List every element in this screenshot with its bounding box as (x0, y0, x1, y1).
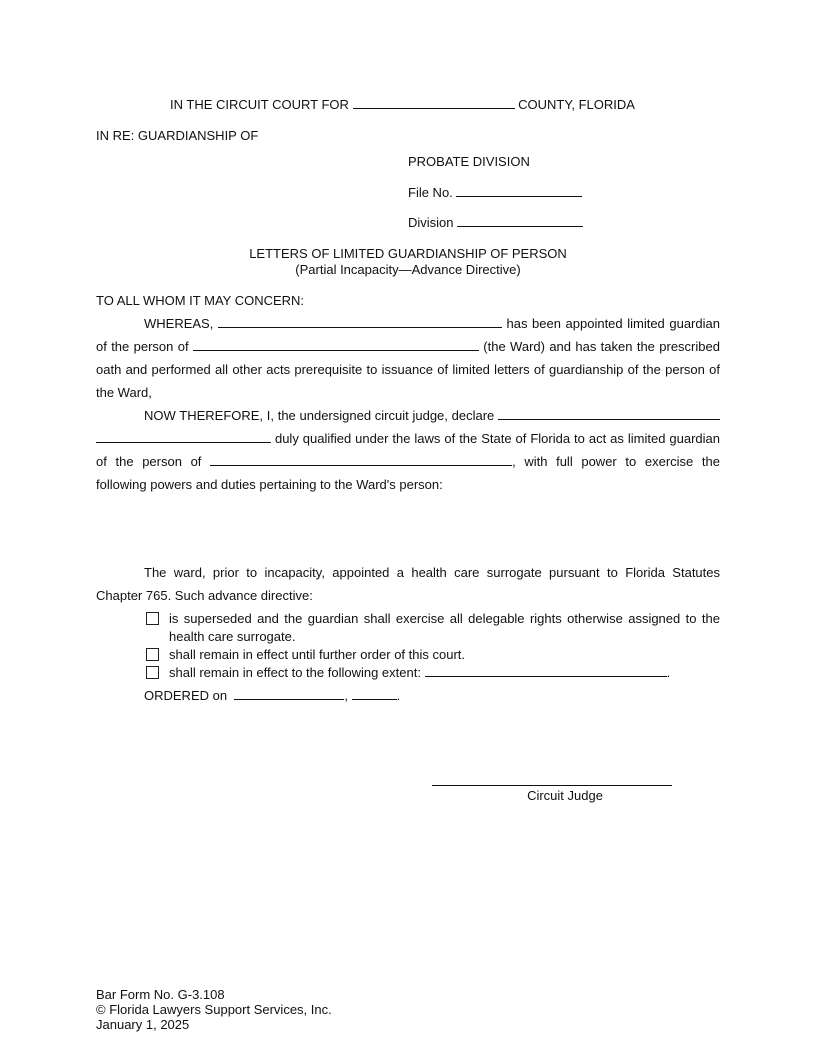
option-remain-checkbox[interactable] (146, 648, 159, 661)
option-superseded-checkbox[interactable] (146, 612, 159, 625)
option-extent-row (169, 665, 670, 681)
directive-paragraph (96, 561, 720, 607)
option-extent-checkbox[interactable] (146, 666, 159, 679)
whereas-text-2: has been appointed limited guardian (506, 316, 720, 331)
order-comma: , (344, 688, 348, 703)
whereas-text-5: oath and performed all other acts prerequisite to issuance of limited letters of guardianship of the person of (96, 362, 720, 377)
ordered-on-row (144, 688, 400, 704)
order-year-blank[interactable] (352, 688, 397, 700)
option-extent-label: shall remain in effect to the following extent: (169, 665, 421, 680)
probate-division: PROBATE DIVISION (408, 154, 530, 169)
court-suffix: COUNTY, FLORIDA (518, 97, 635, 112)
whereas-text-4: (the Ward) and has taken the prescribed (483, 339, 720, 354)
file-no-blank[interactable] (456, 185, 582, 197)
option-superseded-line1: is superseded and the guardian shall exercise all delegable rights otherwise assigned to the (169, 611, 720, 626)
circuit-judge-label: Circuit Judge (527, 788, 603, 803)
ward-name-blank[interactable] (193, 339, 479, 351)
form-date: January 1, 2025 (96, 1017, 190, 1032)
now-text-5: powers and duties pertaining to the Ward's person: (150, 477, 443, 492)
document-title: LETTERS OF LIMITED GUARDIANSHIP OF PERSON (249, 246, 567, 261)
division-row (408, 215, 583, 231)
guardian-name-blank[interactable] (218, 316, 502, 328)
order-date-blank[interactable] (234, 688, 344, 700)
court-heading (170, 97, 635, 113)
bar-form-number: Bar Form No. G-3.108 (96, 987, 225, 1002)
now-therefore-paragraph (96, 404, 720, 496)
in-re-label: IN RE: GUARDIANSHIP OF (96, 128, 259, 143)
division-blank[interactable] (457, 215, 583, 227)
file-no-row (408, 185, 582, 201)
option-remain-label: shall remain in effect until further order of this court. (169, 647, 466, 662)
declared-guardian-blank-2[interactable] (96, 431, 271, 443)
now-text-2: duly qualified under the laws of the State of Florida to act as limited guardian of (96, 431, 720, 469)
whereas-text-6: the Ward, (96, 385, 152, 400)
whereas-text-1: WHEREAS, (144, 316, 214, 331)
extent-blank[interactable] (425, 665, 667, 677)
directive-text-1: The ward, prior to incapacity, appointed a health care surrogate pursuant to Florida Statutes Chapter (96, 565, 720, 603)
document-subtitle: (Partial Incapacity—Advance Directive) (295, 262, 521, 277)
option-extent-period: . (666, 665, 671, 680)
county-blank[interactable] (353, 97, 515, 109)
now-text-1: NOW THEREFORE, I, the undersigned circuit judge, declare (144, 408, 495, 423)
order-period: . (396, 688, 401, 703)
division-label: Division (408, 215, 454, 230)
now-text-3: the person of (115, 454, 202, 469)
declared-guardian-blank-1[interactable] (498, 408, 720, 420)
file-no-label: File No. (408, 185, 453, 200)
copyright-notice: © Florida Lawyers Support Services, Inc. (96, 1002, 332, 1017)
now-text-4: , with full power to exercise the following (96, 454, 720, 492)
whereas-text-3: of the person of (96, 339, 189, 354)
salutation: TO ALL WHOM IT MAY CONCERN: (96, 293, 305, 308)
court-prefix: IN THE CIRCUIT COURT FOR (170, 97, 349, 112)
whereas-paragraph (96, 312, 720, 404)
judge-signature-line[interactable] (432, 785, 672, 786)
directive-text-2: 765. Such advance directive: (145, 588, 313, 603)
ordered-on-label: ORDERED on (144, 688, 228, 703)
ward-name-blank-2[interactable] (210, 454, 512, 466)
option-superseded-line2: health care surrogate. (169, 629, 296, 644)
